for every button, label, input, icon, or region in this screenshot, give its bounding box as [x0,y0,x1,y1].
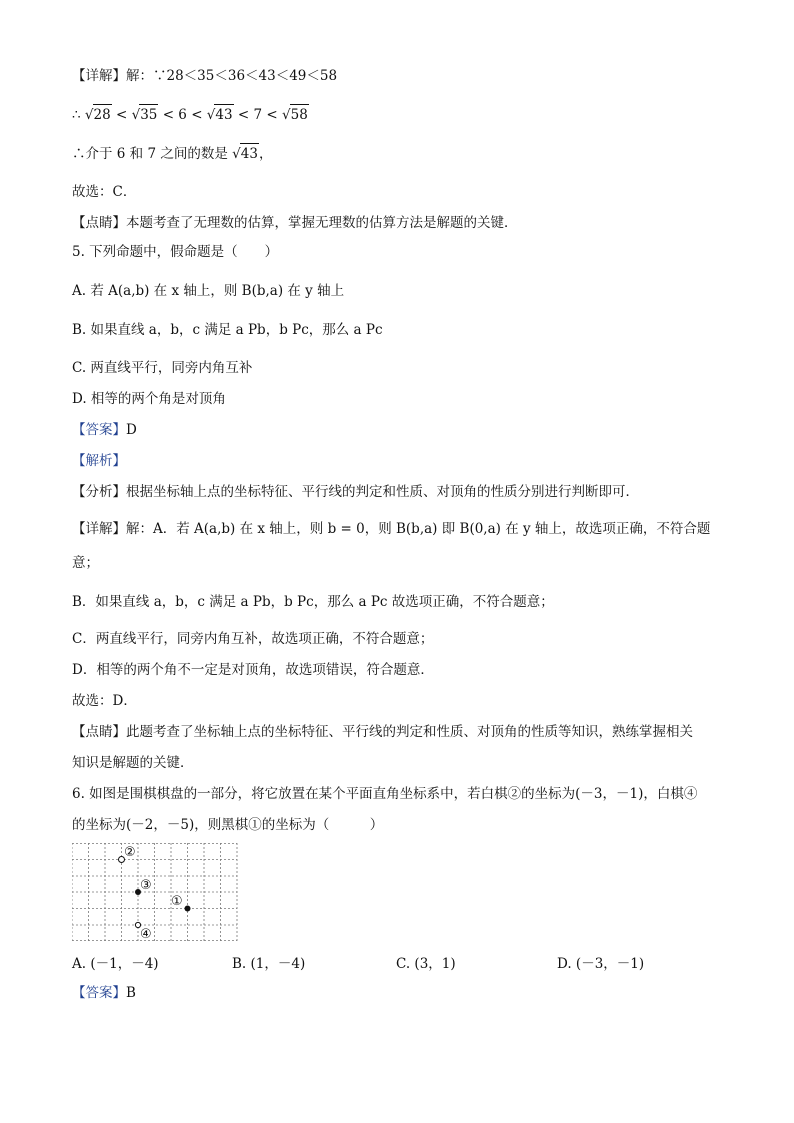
answer-tag: 【答案】 [72,422,126,438]
option-6c: C. (3，1) [396,956,456,972]
choose-d: 故选：D． [72,693,137,709]
black-stone-1 [185,906,191,912]
line3-end: ， [258,146,273,162]
detail-a-2: 意； [72,555,99,571]
option-6b: B. (1，－4) [232,956,306,972]
lt-sign: < [162,107,174,123]
answer-value: D [126,422,137,438]
answer-tag: 【答案】 [72,985,126,1001]
question-6-line-2: 的坐标为(－2，－5)，则黑棋①的坐标为（ ） [72,817,384,833]
detail-a-1: 【详解】解：A．若 A(a,b) 在 x 轴上，则 b = 0，则 B(b,a) 即 B(0,a) 在 y 轴上，故选项正确，不符合题 [72,521,711,537]
label-1: ① [171,894,183,909]
comment-q5-2: 知识是解题的关键． [72,755,194,771]
solution-line-3 [72,143,272,164]
comment-q4: 【点睛】本题考查了无理数的估算，掌握无理数的估算方法是解题的关键． [72,215,518,231]
number-seven: 7 [253,107,263,123]
answer-6 [72,983,136,1003]
solution-line-1: 【详解】解：∵28＜35＜36＜43＜49＜58 [72,68,338,84]
sqrt-43-answer: √43 [232,143,259,164]
answer-5 [72,420,137,440]
detail-b: B．如果直线 a，b，c 满足 a Pb，b Pc，那么 a Pc 故选项正确，不符合题意； [72,594,554,610]
sqrt-35: √35 [132,104,159,125]
analysis-fenxi: 【分析】根据坐标轴上点的坐标特征、平行线的判定和性质、对顶角的性质分别进行判断即可． [72,484,639,500]
option-5c: C. 两直线平行，同旁内角互补 [72,360,253,376]
go-board-figure [72,843,240,943]
number-six: 6 [178,107,187,123]
option-5d: D. 相等的两个角是对顶角 [72,391,226,407]
option-5b: B. 如果直线 a，b，c 满足 a Pb，b Pc，那么 a Pc [72,322,383,338]
choose-c: 故选：C． [72,184,137,200]
label-2: ② [124,845,136,860]
label-4: ④ [140,927,152,942]
line3-text: ∴介于 6 和 7 之间的数是 [72,146,228,162]
lt-sign: < [266,107,278,123]
answer-value: B [126,985,136,1001]
board-grid [72,843,237,941]
comment-q5-1: 【点睛】此题考查了坐标轴上点的坐标特征、平行线的判定和性质、对顶角的性质等知识，熟练掌握相关 [72,724,693,740]
option-5a: A. 若 A(a,b) 在 x 轴上，则 B(b,a) 在 y 轴上 [72,283,345,299]
option-6d: D. (－3，－1) [557,956,645,972]
lt-sign: < [115,107,128,123]
label-3: ③ [140,878,152,893]
therefore-symbol: ∴ [72,107,81,123]
sqrt-28: √28 [85,104,112,125]
question-5: 5. 下列命题中，假命题是（ ） [72,244,279,260]
lt-sign: < [237,107,250,123]
detail-c: C．两直线平行，同旁内角互补，故选项正确，不符合题意； [72,631,434,647]
solution-line-2 [72,104,309,125]
sqrt-58: √58 [282,104,309,125]
detail-d: D．相等的两个角不一定是对顶角，故选项错误，符合题意． [72,662,434,678]
question-6-line-1: 6. 如图是围棋棋盘的一部分，将它放置在某个平面直角坐标系中，若白棋②的坐标为(－3，－1)，白棋④ [72,786,698,802]
lt-sign: < [191,107,203,123]
analysis-tag: 【解析】 [72,453,126,469]
option-6a: A. (－1，－4) [72,956,159,972]
sqrt-43: √43 [207,104,234,125]
